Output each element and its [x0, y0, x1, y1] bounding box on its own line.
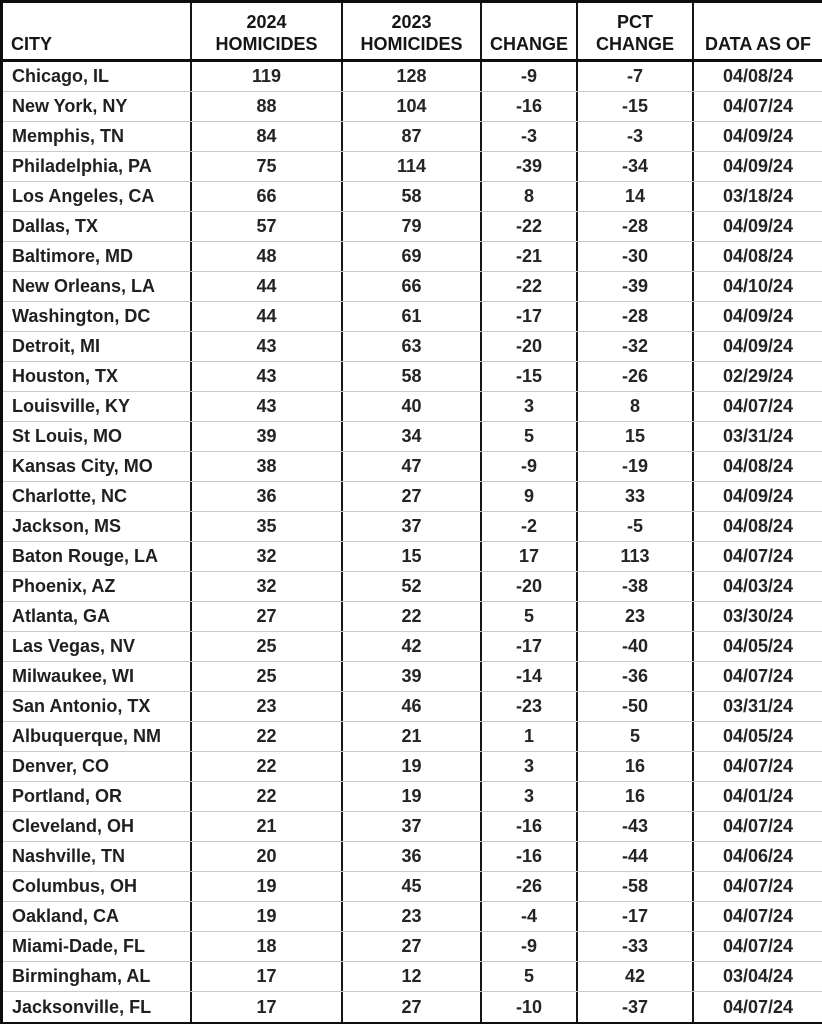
cell-homicides_2023: 27 [343, 932, 482, 961]
table-row [3, 722, 822, 752]
cell-city: Detroit, MI [3, 332, 192, 361]
cell-pct_change: -17 [578, 902, 694, 931]
cell-homicides_2023: 21 [343, 722, 482, 751]
cell-homicides_2024: 38 [192, 452, 343, 481]
cell-homicides_2024: 57 [192, 212, 343, 241]
cell-change: -17 [482, 302, 578, 331]
cell-pct_change: -28 [578, 302, 694, 331]
header-2023-line2: HOMICIDES [360, 34, 463, 55]
table-row [3, 302, 822, 332]
cell-change: -9 [482, 62, 578, 91]
cell-homicides_2023: 22 [343, 602, 482, 631]
cell-city: Baltimore, MD [3, 242, 192, 271]
cell-change: -3 [482, 122, 578, 151]
header-pct-line1: PCT [617, 12, 653, 33]
table-row [3, 482, 822, 512]
cell-city: Phoenix, AZ [3, 572, 192, 601]
table-row [3, 902, 822, 932]
cell-homicides_2023: 63 [343, 332, 482, 361]
cell-homicides_2024: 43 [192, 392, 343, 421]
table-row [3, 632, 822, 662]
cell-data_as_of: 04/10/24 [722, 276, 794, 296]
cell-city: St Louis, MO [3, 422, 192, 451]
table-row [3, 602, 822, 632]
cell-city: Miami-Dade, FL [3, 932, 192, 961]
cell-homicides_2023: 27 [343, 992, 482, 1022]
cell-data_as_of: 03/30/24 [722, 606, 794, 626]
cell-homicides_2023: 58 [343, 362, 482, 391]
cell-pct_change: -30 [578, 242, 694, 271]
cell-data_as_of: 03/31/24 [722, 696, 794, 716]
cell-homicides_2024: 43 [192, 362, 343, 391]
cell-homicides_2024: 17 [192, 962, 343, 991]
table-row [3, 542, 822, 572]
cell-homicides_2024: 43 [192, 332, 343, 361]
cell-change: -4 [482, 902, 578, 931]
cell-data_as_of: 04/07/24 [722, 906, 794, 926]
cell-homicides_2024: 32 [192, 572, 343, 601]
cell-homicides_2023: 79 [343, 212, 482, 241]
cell-homicides_2023: 15 [343, 542, 482, 571]
cell-city: Memphis, TN [3, 122, 192, 151]
cell-pct_change: -15 [578, 92, 694, 121]
header-2024-line2: HOMICIDES [215, 34, 318, 55]
cell-data_as_of: 04/08/24 [722, 246, 794, 266]
cell-homicides_2024: 22 [192, 752, 343, 781]
cell-homicides_2023: 87 [343, 122, 482, 151]
cell-pct_change: 15 [578, 422, 694, 451]
cell-homicides_2023: 66 [343, 272, 482, 301]
cell-change: 9 [482, 482, 578, 511]
table-row [3, 782, 822, 812]
cell-homicides_2023: 27 [343, 482, 482, 511]
cell-city: Jacksonville, FL [3, 992, 192, 1022]
cell-homicides_2023: 23 [343, 902, 482, 931]
cell-change: -20 [482, 572, 578, 601]
cell-data_as_of: 04/06/24 [722, 846, 794, 866]
table-row [3, 242, 822, 272]
table-row [3, 152, 822, 182]
cell-change: 5 [482, 962, 578, 991]
cell-change: -9 [482, 932, 578, 961]
cell-pct_change: -33 [578, 932, 694, 961]
cell-city: Los Angeles, CA [3, 182, 192, 211]
cell-pct_change: 14 [578, 182, 694, 211]
cell-homicides_2024: 75 [192, 152, 343, 181]
cell-homicides_2024: 44 [192, 272, 343, 301]
cell-data_as_of: 04/08/24 [722, 66, 794, 86]
cell-homicides_2024: 22 [192, 782, 343, 811]
cell-data_as_of: 04/07/24 [722, 546, 794, 566]
cell-city: Houston, TX [3, 362, 192, 391]
cell-homicides_2024: 25 [192, 662, 343, 691]
cell-data_as_of: 03/31/24 [722, 426, 794, 446]
cell-homicides_2024: 25 [192, 632, 343, 661]
cell-pct_change: -34 [578, 152, 694, 181]
cell-pct_change: -32 [578, 332, 694, 361]
cell-data_as_of: 04/09/24 [722, 306, 794, 326]
cell-change: -20 [482, 332, 578, 361]
cell-change: 17 [482, 542, 578, 571]
cell-homicides_2023: 61 [343, 302, 482, 331]
cell-city: New Orleans, LA [3, 272, 192, 301]
cell-homicides_2024: 19 [192, 872, 343, 901]
cell-change: -2 [482, 512, 578, 541]
cell-change: -17 [482, 632, 578, 661]
cell-city: San Antonio, TX [3, 692, 192, 721]
table-row [3, 692, 822, 722]
cell-city: Birmingham, AL [3, 962, 192, 991]
cell-city: Charlotte, NC [3, 482, 192, 511]
cell-city: Washington, DC [3, 302, 192, 331]
table-row [3, 272, 822, 302]
cell-change: -16 [482, 812, 578, 841]
cell-change: -39 [482, 152, 578, 181]
cell-data_as_of: 04/07/24 [722, 816, 794, 836]
header-2024-line1: 2024 [246, 12, 287, 33]
cell-pct_change: 113 [578, 542, 694, 571]
cell-homicides_2024: 39 [192, 422, 343, 451]
cell-city: Nashville, TN [3, 842, 192, 871]
cell-homicides_2023: 128 [343, 62, 482, 91]
table-row [3, 842, 822, 872]
cell-homicides_2024: 22 [192, 722, 343, 751]
cell-pct_change: -3 [578, 122, 694, 151]
table-row [3, 932, 822, 962]
cell-pct_change: 42 [578, 962, 694, 991]
cell-pct_change: 33 [578, 482, 694, 511]
cell-change: -22 [482, 212, 578, 241]
table-row [3, 212, 822, 242]
cell-data_as_of: 03/18/24 [722, 186, 794, 206]
cell-data_as_of: 04/07/24 [722, 666, 794, 686]
table-row [3, 122, 822, 152]
cell-homicides_2023: 69 [343, 242, 482, 271]
cell-homicides_2023: 37 [343, 512, 482, 541]
cell-pct_change: -28 [578, 212, 694, 241]
cell-change: 8 [482, 182, 578, 211]
table-row [3, 422, 822, 452]
cell-pct_change: -38 [578, 572, 694, 601]
table-row [3, 662, 822, 692]
table-row [3, 812, 822, 842]
table-row [3, 752, 822, 782]
cell-data_as_of: 04/08/24 [722, 456, 794, 476]
cell-homicides_2023: 34 [343, 422, 482, 451]
table-body [3, 62, 822, 1022]
cell-data_as_of: 04/09/24 [722, 336, 794, 356]
cell-data_as_of: 04/09/24 [722, 156, 794, 176]
cell-city: Jackson, MS [3, 512, 192, 541]
cell-city: Portland, OR [3, 782, 192, 811]
table-row [3, 572, 822, 602]
table-row [3, 332, 822, 362]
cell-homicides_2023: 114 [343, 152, 482, 181]
cell-homicides_2023: 58 [343, 182, 482, 211]
cell-change: -9 [482, 452, 578, 481]
cell-pct_change: -40 [578, 632, 694, 661]
cell-homicides_2024: 27 [192, 602, 343, 631]
table-header-row [3, 3, 822, 62]
cell-city: Columbus, OH [3, 872, 192, 901]
cell-homicides_2023: 19 [343, 782, 482, 811]
cell-data_as_of: 04/05/24 [722, 636, 794, 656]
cell-data_as_of: 04/07/24 [722, 936, 794, 956]
cell-pct_change: -58 [578, 872, 694, 901]
cell-pct_change: -43 [578, 812, 694, 841]
cell-homicides_2024: 84 [192, 122, 343, 151]
cell-homicides_2024: 32 [192, 542, 343, 571]
cell-data_as_of: 04/07/24 [722, 876, 794, 896]
table-row [3, 452, 822, 482]
cell-homicides_2023: 42 [343, 632, 482, 661]
cell-data_as_of: 04/09/24 [722, 216, 794, 236]
cell-homicides_2023: 46 [343, 692, 482, 721]
cell-pct_change: -44 [578, 842, 694, 871]
cell-change: 3 [482, 782, 578, 811]
cell-change: -16 [482, 842, 578, 871]
cell-pct_change: 23 [578, 602, 694, 631]
table-row [3, 992, 822, 1022]
cell-homicides_2023: 52 [343, 572, 482, 601]
cell-homicides_2024: 66 [192, 182, 343, 211]
header-city [3, 3, 192, 59]
cell-homicides_2023: 40 [343, 392, 482, 421]
cell-pct_change: -39 [578, 272, 694, 301]
cell-data_as_of: 04/07/24 [722, 96, 794, 116]
cell-data_as_of: 04/05/24 [722, 726, 794, 746]
cell-city: New York, NY [3, 92, 192, 121]
cell-homicides_2024: 23 [192, 692, 343, 721]
cell-pct_change: 16 [578, 782, 694, 811]
cell-data_as_of: 04/09/24 [722, 486, 794, 506]
table-row [3, 512, 822, 542]
cell-change: -14 [482, 662, 578, 691]
cell-city: Atlanta, GA [3, 602, 192, 631]
header-2023-line1: 2023 [391, 12, 432, 33]
cell-data_as_of: 04/07/24 [722, 756, 794, 776]
cell-homicides_2023: 47 [343, 452, 482, 481]
cell-city: Denver, CO [3, 752, 192, 781]
cell-homicides_2023: 36 [343, 842, 482, 871]
cell-pct_change: -26 [578, 362, 694, 391]
cell-change: 3 [482, 752, 578, 781]
table-row [3, 962, 822, 992]
table-row [3, 872, 822, 902]
cell-data_as_of: 04/03/24 [722, 576, 794, 596]
cell-change: -23 [482, 692, 578, 721]
header-pct-change [578, 3, 694, 59]
header-2024-homicides [192, 3, 343, 59]
cell-homicides_2024: 48 [192, 242, 343, 271]
cell-change: 5 [482, 422, 578, 451]
cell-city: Las Vegas, NV [3, 632, 192, 661]
cell-homicides_2024: 119 [192, 62, 343, 91]
cell-homicides_2023: 12 [343, 962, 482, 991]
cell-homicides_2024: 18 [192, 932, 343, 961]
cell-city: Chicago, IL [3, 62, 192, 91]
cell-homicides_2024: 88 [192, 92, 343, 121]
cell-pct_change: -36 [578, 662, 694, 691]
cell-homicides_2024: 17 [192, 992, 343, 1022]
cell-change: -22 [482, 272, 578, 301]
table-row [3, 392, 822, 422]
cell-homicides_2024: 20 [192, 842, 343, 871]
cell-city: Milwaukee, WI [3, 662, 192, 691]
cell-homicides_2024: 44 [192, 302, 343, 331]
table-row [3, 92, 822, 122]
cell-pct_change: -37 [578, 992, 694, 1022]
cell-pct_change: -5 [578, 512, 694, 541]
cell-homicides_2024: 21 [192, 812, 343, 841]
cell-pct_change: 8 [578, 392, 694, 421]
table-row [3, 362, 822, 392]
cell-data_as_of: 04/07/24 [722, 996, 794, 1017]
cell-change: -16 [482, 92, 578, 121]
cell-city: Louisville, KY [3, 392, 192, 421]
cell-homicides_2023: 19 [343, 752, 482, 781]
cell-change: -26 [482, 872, 578, 901]
cell-data_as_of: 04/09/24 [722, 126, 794, 146]
cell-change: -15 [482, 362, 578, 391]
cell-city: Oakland, CA [3, 902, 192, 931]
cell-data_as_of: 03/04/24 [722, 966, 794, 986]
cell-pct_change: -7 [578, 62, 694, 91]
header-pct-line2: CHANGE [595, 34, 674, 55]
cell-city: Albuquerque, NM [3, 722, 192, 751]
cell-data_as_of: 04/08/24 [722, 516, 794, 536]
cell-pct_change: -50 [578, 692, 694, 721]
cell-change: -21 [482, 242, 578, 271]
cell-pct_change: 16 [578, 752, 694, 781]
cell-homicides_2023: 45 [343, 872, 482, 901]
table-row [3, 182, 822, 212]
cell-data_as_of: 04/07/24 [722, 396, 794, 416]
cell-city: Dallas, TX [3, 212, 192, 241]
cell-homicides_2024: 36 [192, 482, 343, 511]
cell-data_as_of: 02/29/24 [722, 366, 794, 386]
cell-homicides_2024: 35 [192, 512, 343, 541]
cell-change: 5 [482, 602, 578, 631]
cell-city: Baton Rouge, LA [3, 542, 192, 571]
cell-homicides_2023: 104 [343, 92, 482, 121]
cell-homicides_2023: 37 [343, 812, 482, 841]
cell-change: 1 [482, 722, 578, 751]
cell-pct_change: 5 [578, 722, 694, 751]
header-dataasof-line2: DATA AS OF [705, 34, 811, 55]
header-change-line2: CHANGE [489, 34, 568, 55]
header-change [482, 3, 578, 59]
cell-city: Kansas City, MO [3, 452, 192, 481]
cell-homicides_2024: 19 [192, 902, 343, 931]
cell-change: -10 [482, 992, 578, 1022]
cell-city: Philadelphia, PA [3, 152, 192, 181]
cell-pct_change: -19 [578, 452, 694, 481]
table-row [3, 62, 822, 92]
header-data-as-of [694, 3, 822, 59]
cell-city: Cleveland, OH [3, 812, 192, 841]
header-city-line2: CITY [11, 34, 53, 55]
cell-data_as_of: 04/01/24 [722, 786, 794, 806]
cell-change: 3 [482, 392, 578, 421]
header-2023-homicides [343, 3, 482, 59]
cell-homicides_2023: 39 [343, 662, 482, 691]
